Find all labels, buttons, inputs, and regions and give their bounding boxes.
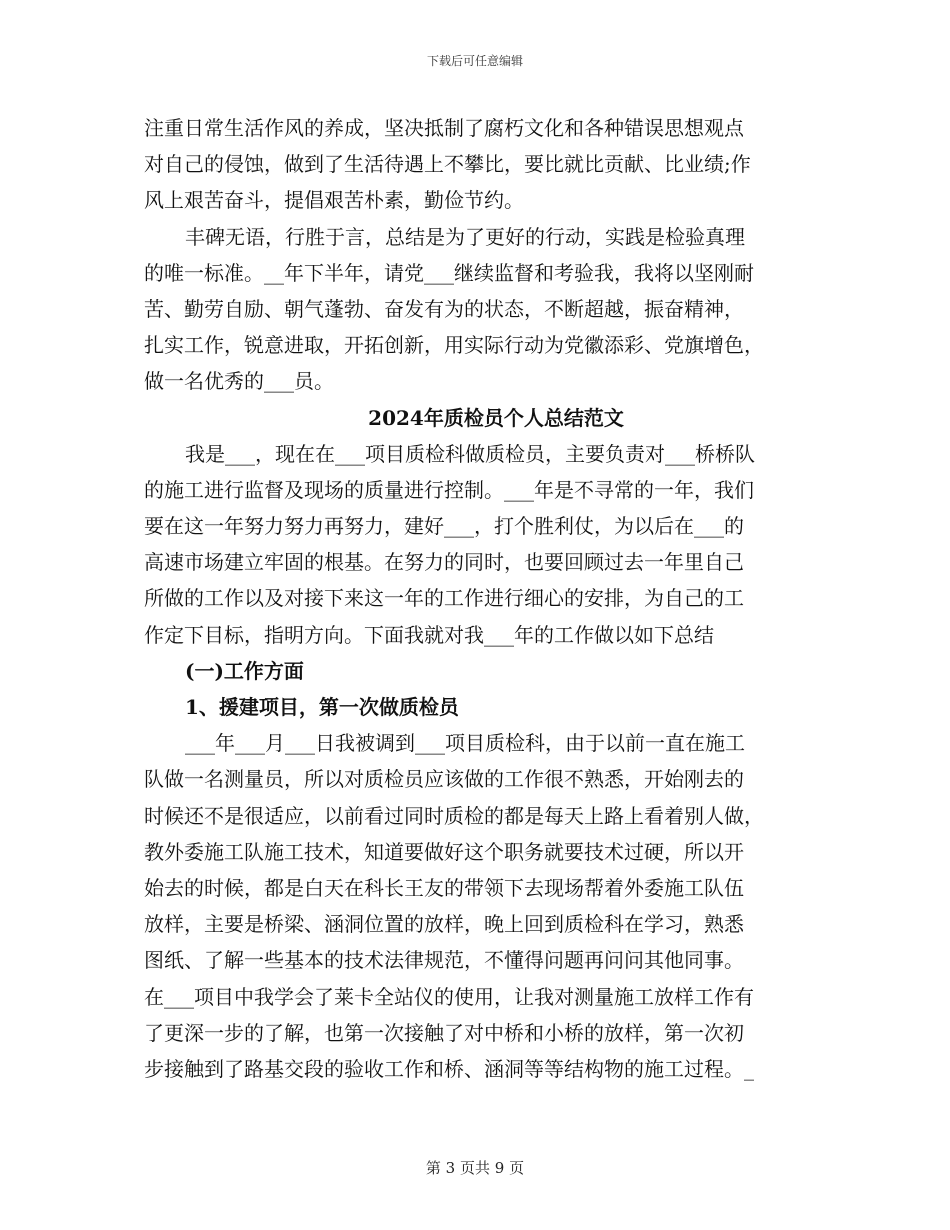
text-line: 对自己的侵蚀，做到了生活待遇上不攀比，要比就比贡献、比业绩;作: [144, 152, 751, 177]
text-line: 在___项目中我学会了莱卡全站仪的使用，让我对测量施工放样工作有: [144, 984, 754, 1009]
text-line: 所做的工作以及对接下来这一年的工作进行细心的安排，为自己的工: [144, 586, 744, 611]
page-footer: 第 3 页共 9 页: [425, 1159, 525, 1177]
paragraph-start-line: 我是___，现在在___项目质检科做质检员，主要负责对___桥桥队: [185, 441, 755, 466]
page-header: 下载后可任意编辑: [426, 54, 523, 68]
text-line: 注重日常生活作风的养成，坚决抵制了腐朽文化和各种错误思想观点: [144, 116, 744, 140]
subheading: 1、援建项目，第一次做质检员: [185, 695, 459, 719]
text-line: 始去的时候，都是白天在科长王友的带领下去现场帮着外委施工队伍: [144, 875, 744, 900]
text-line: 队做一名测量员，所以对质检员应该做的工作很不熟悉，开始刚去的: [144, 767, 744, 792]
text-line: 苦、勤劳自励、朝气蓬勃、奋发有为的状态，不断超越，振奋精神，: [144, 296, 744, 321]
text-line: 要在这一年努力努力再努力，建好___，打个胜利仗，为以后在___的: [144, 514, 744, 539]
document-body: [144, 110, 808, 1087]
text-line: 做一名优秀的___员。: [144, 369, 334, 394]
paragraph-start-line: 丰碑无语，行胜于言，总结是为了更好的行动，实践是检验真理: [185, 224, 745, 249]
paragraph-start-line: ___年___月___日我被调到___项目质检科，由于以前一直在施工: [185, 731, 745, 756]
text-line: 教外委施工队施工技术，知道要做好这个职务就要技术过硬，所以开: [144, 839, 744, 864]
text-line: 的施工进行监督及现场的质量进行控制。___年是不寻常的一年，我们: [144, 477, 754, 502]
text-line: 的唯一标准。__年下半年，请党___继续监督和考验我，我将以坚刚耐: [144, 260, 754, 285]
text-line: 时候还不是很适应，以前看过同时质检的都是每天上路上看着别人做，: [144, 803, 764, 828]
text-line: 图纸、了解一些基本的技术法律规范，不懂得问题再问问其他同事。: [144, 948, 744, 973]
text-line: 扎实工作，锐意进取，开拓创新，用实际行动为党徽添彩、党旗增色，: [144, 333, 764, 358]
text-line: 放样，主要是桥梁、涵洞位置的放样，晚上回到质检科在学习，熟悉: [144, 912, 744, 937]
text-line: 作定下目标，指明方向。下面我就对我___年的工作做以如下总结: [144, 622, 714, 647]
subheading: (一)工作方面: [185, 658, 304, 683]
text-line: 了更深一步的了解，也第一次接触了对中桥和小桥的放样，第一次初: [144, 1020, 744, 1045]
text-line: 风上艰苦奋斗，提倡艰苦朴素，勤俭节约。: [144, 188, 524, 213]
text-line: 高速市场建立牢固的根基。在努力的同时，也要回顾过去一年里自己: [144, 550, 744, 575]
text-line: 步接触到了路基交段的验收工作和桥、涵洞等等结构物的施工过程。_: [144, 1056, 754, 1081]
section-title: 2024年质检员个人总结范文: [368, 405, 624, 430]
